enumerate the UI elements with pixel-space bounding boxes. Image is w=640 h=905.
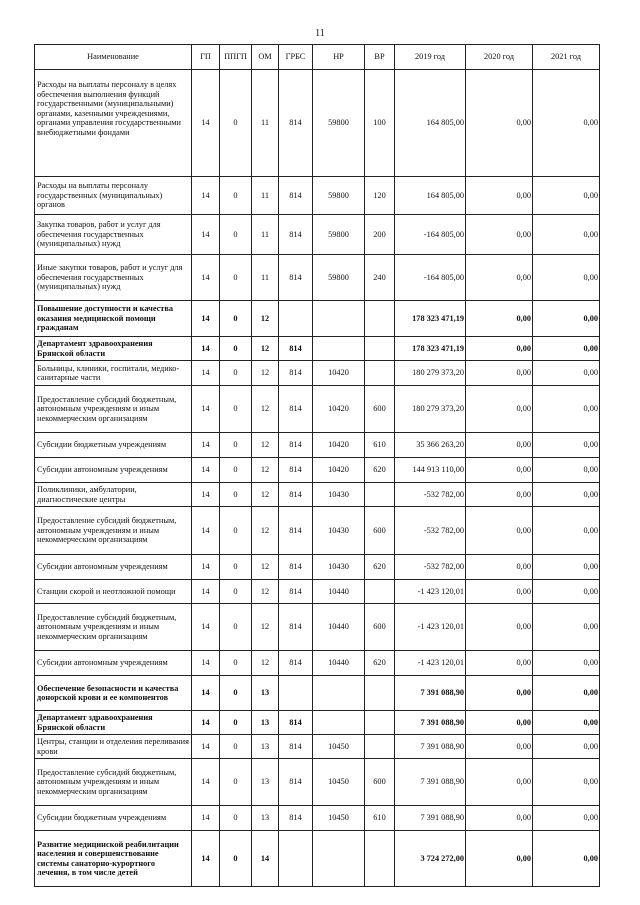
cell-2021: 0,00 — [533, 555, 600, 580]
cell-ppgp: 0 — [220, 507, 252, 555]
cell-om: 12 — [252, 337, 279, 361]
cell-vr — [365, 831, 395, 887]
cell-2019: -1 423 120,01 — [395, 651, 466, 676]
cell-gp: 14 — [192, 806, 220, 831]
cell-grbs: 814 — [279, 555, 313, 580]
cell-vr: 600 — [365, 386, 395, 433]
cell-2020: 0,00 — [466, 735, 533, 759]
cell-nr: 10420 — [313, 361, 365, 386]
cell-gp: 14 — [192, 255, 220, 301]
cell-grbs: 814 — [279, 215, 313, 255]
cell-ppgp: 0 — [220, 759, 252, 806]
cell-2020: 0,00 — [466, 70, 533, 177]
cell-2020: 0,00 — [466, 337, 533, 361]
cell-2020: 0,00 — [466, 759, 533, 806]
cell-vr: 620 — [365, 555, 395, 580]
table-header-row — [35, 45, 600, 70]
cell-nr: 10430 — [313, 483, 365, 507]
cell-vr — [365, 580, 395, 604]
cell-name: Повышение доступности и качества оказания медицинской помощи гражданам — [35, 301, 192, 337]
cell-2021: 0,00 — [533, 759, 600, 806]
cell-ppgp: 0 — [220, 361, 252, 386]
cell-2019: 164 805,00 — [395, 177, 466, 215]
cell-2020: 0,00 — [466, 255, 533, 301]
cell-grbs: 814 — [279, 580, 313, 604]
cell-nr: 10440 — [313, 604, 365, 651]
cell-vr: 200 — [365, 215, 395, 255]
header-ppgp: ППГП — [220, 45, 252, 70]
cell-grbs: 814 — [279, 361, 313, 386]
cell-2021: 0,00 — [533, 507, 600, 555]
table-row — [35, 255, 600, 301]
cell-vr: 600 — [365, 604, 395, 651]
cell-2020: 0,00 — [466, 433, 533, 458]
cell-2021: 0,00 — [533, 433, 600, 458]
cell-grbs: 814 — [279, 806, 313, 831]
cell-ppgp: 0 — [220, 433, 252, 458]
table-body — [35, 70, 600, 887]
cell-name: Субсидии бюджетным учреждениям — [35, 806, 192, 831]
cell-ppgp: 0 — [220, 458, 252, 483]
cell-om: 12 — [252, 604, 279, 651]
cell-grbs: 814 — [279, 458, 313, 483]
budget-table — [34, 44, 600, 887]
cell-2021: 0,00 — [533, 215, 600, 255]
page-number: 11 — [315, 28, 325, 39]
cell-ppgp: 0 — [220, 555, 252, 580]
cell-vr — [365, 483, 395, 507]
cell-ppgp: 0 — [220, 651, 252, 676]
cell-om: 13 — [252, 806, 279, 831]
header-2021: 2021 год — [533, 45, 600, 70]
cell-ppgp: 0 — [220, 177, 252, 215]
cell-2021: 0,00 — [533, 735, 600, 759]
cell-gp: 14 — [192, 483, 220, 507]
cell-gp: 14 — [192, 337, 220, 361]
cell-grbs: 814 — [279, 759, 313, 806]
cell-om: 13 — [252, 676, 279, 711]
cell-grbs: 814 — [279, 70, 313, 177]
cell-name: Поликлиники, амбулатории, диагностические центры — [35, 483, 192, 507]
cell-2021: 0,00 — [533, 806, 600, 831]
cell-2021: 0,00 — [533, 604, 600, 651]
cell-ppgp: 0 — [220, 337, 252, 361]
table-row — [35, 604, 600, 651]
header-nr: НР — [313, 45, 365, 70]
cell-name: Больницы, клиники, госпитали, медико-санитарные части — [35, 361, 192, 386]
cell-ppgp: 0 — [220, 676, 252, 711]
cell-2020: 0,00 — [466, 177, 533, 215]
table-row — [35, 483, 600, 507]
cell-vr — [365, 301, 395, 337]
cell-ppgp: 0 — [220, 483, 252, 507]
cell-gp: 14 — [192, 215, 220, 255]
cell-ppgp: 0 — [220, 604, 252, 651]
cell-vr: 100 — [365, 70, 395, 177]
header-gp: ГП — [192, 45, 220, 70]
cell-2021: 0,00 — [533, 301, 600, 337]
cell-om: 12 — [252, 580, 279, 604]
cell-2020: 0,00 — [466, 676, 533, 711]
cell-om: 12 — [252, 507, 279, 555]
cell-2021: 0,00 — [533, 458, 600, 483]
cell-nr: 59800 — [313, 70, 365, 177]
header-name: Наименование — [35, 45, 192, 70]
cell-2021: 0,00 — [533, 651, 600, 676]
cell-gp: 14 — [192, 507, 220, 555]
cell-ppgp: 0 — [220, 735, 252, 759]
cell-om: 13 — [252, 711, 279, 735]
cell-nr: 10440 — [313, 580, 365, 604]
cell-gp: 14 — [192, 301, 220, 337]
cell-gp: 14 — [192, 759, 220, 806]
cell-gp: 14 — [192, 676, 220, 711]
cell-name: Субсидии бюджетным учреждениям — [35, 433, 192, 458]
cell-2019: 144 913 110,00 — [395, 458, 466, 483]
cell-name: Департамент здравоохранения Брянской области — [35, 337, 192, 361]
cell-nr: 10440 — [313, 651, 365, 676]
cell-name: Субсидии автономным учреждениям — [35, 651, 192, 676]
cell-ppgp: 0 — [220, 386, 252, 433]
cell-gp: 14 — [192, 433, 220, 458]
cell-om: 11 — [252, 255, 279, 301]
cell-2020: 0,00 — [466, 604, 533, 651]
cell-2019: -164 805,00 — [395, 215, 466, 255]
cell-om: 11 — [252, 215, 279, 255]
cell-gp: 14 — [192, 70, 220, 177]
cell-name: Предоставление субсидий бюджетным, автономным учреждениям и иным некоммерческим организациям — [35, 507, 192, 555]
cell-2019: -164 805,00 — [395, 255, 466, 301]
cell-grbs: 814 — [279, 651, 313, 676]
cell-grbs: 814 — [279, 507, 313, 555]
cell-name: Центры, станции и отделения переливания крови — [35, 735, 192, 759]
cell-vr: 120 — [365, 177, 395, 215]
cell-2021: 0,00 — [533, 831, 600, 887]
cell-2019: 7 391 088,90 — [395, 806, 466, 831]
cell-grbs: 814 — [279, 386, 313, 433]
cell-name: Субсидии автономным учреждениям — [35, 555, 192, 580]
table-row — [35, 507, 600, 555]
header-grbs: ГРБС — [279, 45, 313, 70]
table-row — [35, 301, 600, 337]
cell-om: 11 — [252, 177, 279, 215]
cell-vr: 620 — [365, 651, 395, 676]
cell-2021: 0,00 — [533, 580, 600, 604]
cell-om: 12 — [252, 433, 279, 458]
cell-2019: 35 366 263,20 — [395, 433, 466, 458]
cell-grbs: 814 — [279, 177, 313, 215]
cell-gp: 14 — [192, 735, 220, 759]
cell-ppgp: 0 — [220, 580, 252, 604]
cell-2020: 0,00 — [466, 580, 533, 604]
cell-2021: 0,00 — [533, 676, 600, 711]
cell-2019: 7 391 088,90 — [395, 711, 466, 735]
cell-name: Департамент здравоохранения Брянской области — [35, 711, 192, 735]
cell-vr — [365, 735, 395, 759]
cell-nr: 59800 — [313, 215, 365, 255]
cell-2019: 7 391 088,90 — [395, 759, 466, 806]
table-row — [35, 580, 600, 604]
table-row — [35, 831, 600, 887]
cell-nr: 59800 — [313, 177, 365, 215]
header-om: ОМ — [252, 45, 279, 70]
cell-grbs: 814 — [279, 604, 313, 651]
cell-nr: 59800 — [313, 255, 365, 301]
cell-grbs: 814 — [279, 711, 313, 735]
cell-grbs: 814 — [279, 433, 313, 458]
cell-gp: 14 — [192, 177, 220, 215]
cell-om: 12 — [252, 386, 279, 433]
cell-gp: 14 — [192, 580, 220, 604]
cell-gp: 14 — [192, 604, 220, 651]
cell-2021: 0,00 — [533, 255, 600, 301]
cell-2020: 0,00 — [466, 507, 533, 555]
cell-2020: 0,00 — [466, 301, 533, 337]
cell-2019: -532 782,00 — [395, 483, 466, 507]
cell-name: Обеспечение безопасности и качества донорской крови и ее компонентов — [35, 676, 192, 711]
cell-nr: 10420 — [313, 458, 365, 483]
cell-vr: 600 — [365, 507, 395, 555]
cell-om: 13 — [252, 735, 279, 759]
cell-nr — [313, 337, 365, 361]
cell-name: Предоставление субсидий бюджетным, автономным учреждениям и иным некоммерческим организациям — [35, 604, 192, 651]
cell-2019: -532 782,00 — [395, 555, 466, 580]
cell-2020: 0,00 — [466, 483, 533, 507]
cell-2020: 0,00 — [466, 458, 533, 483]
cell-ppgp: 0 — [220, 831, 252, 887]
table-row — [35, 337, 600, 361]
cell-2019: -1 423 120,01 — [395, 580, 466, 604]
cell-2021: 0,00 — [533, 711, 600, 735]
cell-name: Расходы на выплаты персоналу в целях обеспечения выполнения функций государственными (муниципальными) органами, казенными учреждениями, органами управления государственными внебюджетными фондами — [35, 70, 192, 177]
cell-2019: 178 323 471,19 — [395, 337, 466, 361]
cell-2021: 0,00 — [533, 386, 600, 433]
cell-2019: 3 724 272,00 — [395, 831, 466, 887]
header-2019: 2019 год — [395, 45, 466, 70]
cell-ppgp: 0 — [220, 711, 252, 735]
cell-2019: 7 391 088,90 — [395, 735, 466, 759]
cell-vr: 620 — [365, 458, 395, 483]
cell-nr: 10450 — [313, 759, 365, 806]
cell-name: Предоставление субсидий бюджетным, автономным учреждениям и иным некоммерческим организациям — [35, 759, 192, 806]
cell-grbs — [279, 676, 313, 711]
cell-ppgp: 0 — [220, 301, 252, 337]
cell-vr: 610 — [365, 806, 395, 831]
cell-nr — [313, 711, 365, 735]
cell-om: 12 — [252, 651, 279, 676]
cell-2021: 0,00 — [533, 361, 600, 386]
cell-om: 12 — [252, 555, 279, 580]
cell-name: Закупка товаров, работ и услуг для обеспечения государственных (муниципальных) нужд — [35, 215, 192, 255]
table-row — [35, 676, 600, 711]
table-row — [35, 458, 600, 483]
cell-vr — [365, 337, 395, 361]
cell-2020: 0,00 — [466, 711, 533, 735]
table-row — [35, 361, 600, 386]
cell-2019: 180 279 373,20 — [395, 386, 466, 433]
cell-gp: 14 — [192, 386, 220, 433]
table-row — [35, 759, 600, 806]
cell-nr — [313, 676, 365, 711]
cell-2020: 0,00 — [466, 806, 533, 831]
table-row — [35, 555, 600, 580]
cell-nr: 10430 — [313, 555, 365, 580]
cell-grbs: 814 — [279, 735, 313, 759]
table-row — [35, 433, 600, 458]
table-row — [35, 177, 600, 215]
cell-gp: 14 — [192, 831, 220, 887]
cell-nr: 10430 — [313, 507, 365, 555]
cell-gp: 14 — [192, 555, 220, 580]
cell-ppgp: 0 — [220, 70, 252, 177]
header-2020: 2020 год — [466, 45, 533, 70]
cell-vr — [365, 711, 395, 735]
cell-grbs — [279, 831, 313, 887]
cell-om: 11 — [252, 70, 279, 177]
cell-name: Расходы на выплаты персоналу государственных (муниципальных) органов — [35, 177, 192, 215]
table-row — [35, 386, 600, 433]
table-row — [35, 651, 600, 676]
cell-vr: 600 — [365, 759, 395, 806]
cell-vr: 240 — [365, 255, 395, 301]
cell-ppgp: 0 — [220, 215, 252, 255]
cell-nr: 10450 — [313, 735, 365, 759]
cell-2021: 0,00 — [533, 483, 600, 507]
cell-om: 12 — [252, 483, 279, 507]
cell-2020: 0,00 — [466, 555, 533, 580]
cell-2020: 0,00 — [466, 361, 533, 386]
cell-name: Иные закупки товаров, работ и услуг для обеспечения государственных (муниципальных) нужд — [35, 255, 192, 301]
cell-2021: 0,00 — [533, 177, 600, 215]
cell-2020: 0,00 — [466, 215, 533, 255]
table-row — [35, 70, 600, 177]
cell-vr — [365, 676, 395, 711]
cell-2020: 0,00 — [466, 386, 533, 433]
cell-gp: 14 — [192, 458, 220, 483]
cell-2021: 0,00 — [533, 70, 600, 177]
cell-nr: 10450 — [313, 806, 365, 831]
cell-name: Субсидии автономным учреждениям — [35, 458, 192, 483]
cell-grbs: 814 — [279, 255, 313, 301]
cell-grbs — [279, 301, 313, 337]
cell-2020: 0,00 — [466, 831, 533, 887]
cell-2021: 0,00 — [533, 337, 600, 361]
cell-ppgp: 0 — [220, 806, 252, 831]
cell-om: 12 — [252, 361, 279, 386]
cell-2019: 164 805,00 — [395, 70, 466, 177]
table-row — [35, 711, 600, 735]
cell-gp: 14 — [192, 651, 220, 676]
table-row — [35, 215, 600, 255]
cell-nr — [313, 831, 365, 887]
cell-gp: 14 — [192, 711, 220, 735]
cell-om: 13 — [252, 759, 279, 806]
header-vr: ВР — [365, 45, 395, 70]
cell-ppgp: 0 — [220, 255, 252, 301]
cell-vr: 610 — [365, 433, 395, 458]
cell-grbs: 814 — [279, 483, 313, 507]
cell-nr: 10420 — [313, 386, 365, 433]
cell-gp: 14 — [192, 361, 220, 386]
table-row — [35, 806, 600, 831]
cell-2020: 0,00 — [466, 651, 533, 676]
cell-nr: 10420 — [313, 433, 365, 458]
cell-om: 14 — [252, 831, 279, 887]
table-row — [35, 735, 600, 759]
cell-om: 12 — [252, 458, 279, 483]
cell-2019: 178 323 471,19 — [395, 301, 466, 337]
cell-name: Развитие медицинской реабилитации населения и совершенствование системы санаторно-курортного лечения, в том числе детей — [35, 831, 192, 887]
cell-grbs: 814 — [279, 337, 313, 361]
cell-om: 12 — [252, 301, 279, 337]
cell-2019: 180 279 373,20 — [395, 361, 466, 386]
cell-2019: 7 391 088,90 — [395, 676, 466, 711]
cell-vr — [365, 361, 395, 386]
cell-nr — [313, 301, 365, 337]
cell-name: Предоставление субсидий бюджетным, автономным учреждениям и иным некоммерческим организациям — [35, 386, 192, 433]
cell-2019: -1 423 120,01 — [395, 604, 466, 651]
cell-2019: -532 782,00 — [395, 507, 466, 555]
cell-name: Станции скорой и неотложной помощи — [35, 580, 192, 604]
